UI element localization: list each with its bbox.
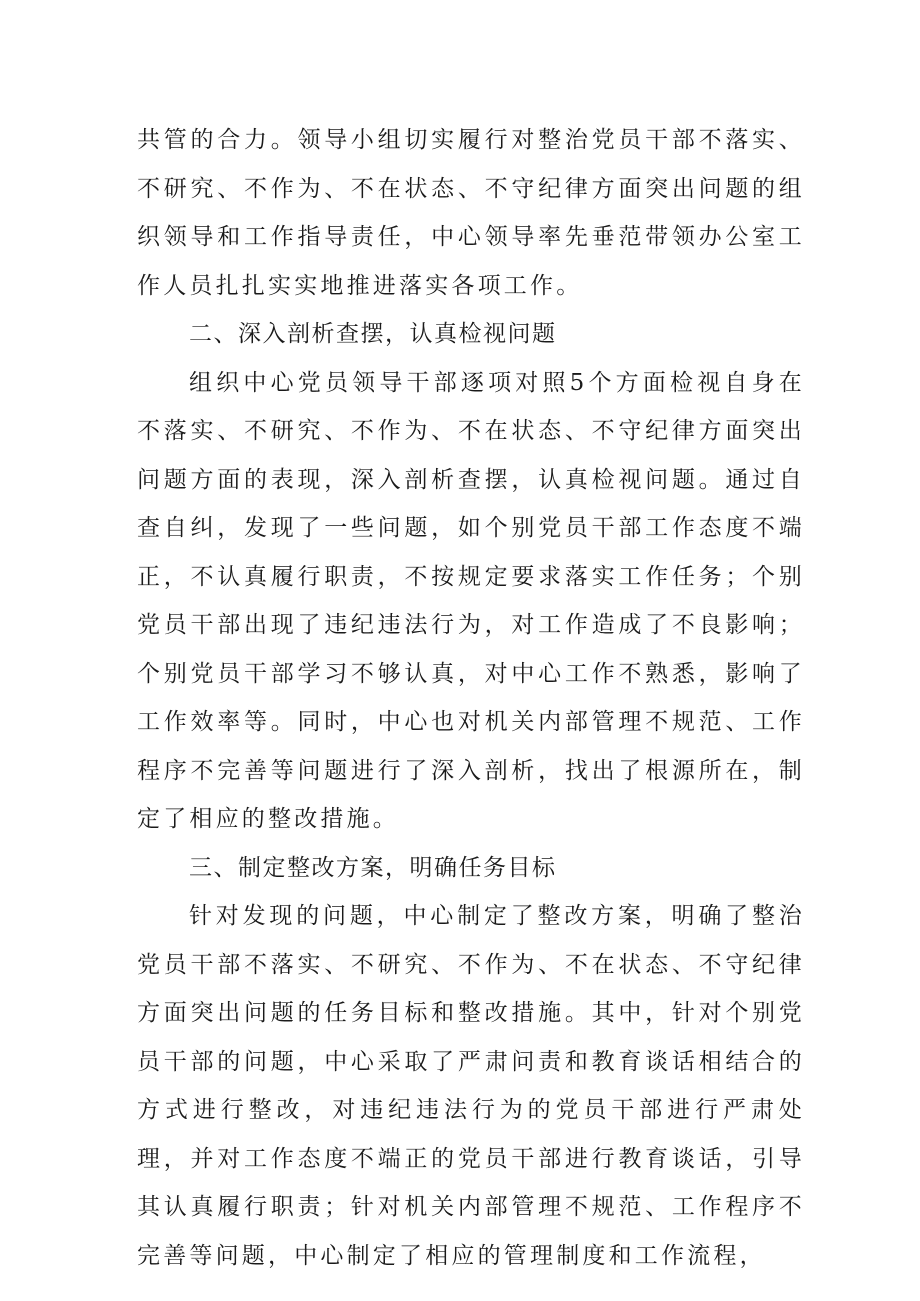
section-heading-3: 三、制定整改方案，明确任务目标 [189, 854, 557, 881]
paragraph-rectification: 针对发现的问题，中心制定了整改方案，明确了整治党员干部不落实、不研究、不作为、不在状态、不守纪律方面突出问题的任务目标和整改措施。其中，针对个别党员干部的问题，中心采取了严肃问责和教育谈话相结合的方式进行整改，对违纪违法行为的党员干部进行严肃处理，并对工作态度不端正的党员干部进行教育谈话，引导其认真履行职责；针对机关内部管理不规范、工作程序不完善等问题，中心制定了相应的管理制度和工作流程， [137, 903, 805, 1269]
paragraph-continued: 共管的合力。领导小组切实履行对整治党员干部不落实、不研究、不作为、不在状态、不守纪律方面突出问题的组织领导和工作指导责任，中心领导率先垂范带领办公室工作人员扎扎实实地推进落实各项工作。 [137, 127, 805, 299]
document-body [137, 116, 805, 1280]
section-heading-2: 二、深入剖析查摆，认真检视问题 [189, 321, 557, 347]
paragraph-review: 组织中心党员领导干部逐项对照5个方面检视自身在不落实、不研究、不作为、不在状态、不守纪律方面突出问题方面的表现，深入剖析查摆，认真检视问题。通过自查自纠，发现了一些问题，如个别党员干部工作态度不端正，不认真履行职责，不按规定要求落实工作任务；个别党员干部出现了违纪违法行为，对工作造成了不良影响；个别党员干部学习不够认真，对中心工作不熟悉，影响了工作效率等。同时，中心也对机关内部管理不规范、工作程序不完善等问题进行了深入剖析，找出了根源所在，制定了相应的整改措施。 [137, 369, 805, 832]
